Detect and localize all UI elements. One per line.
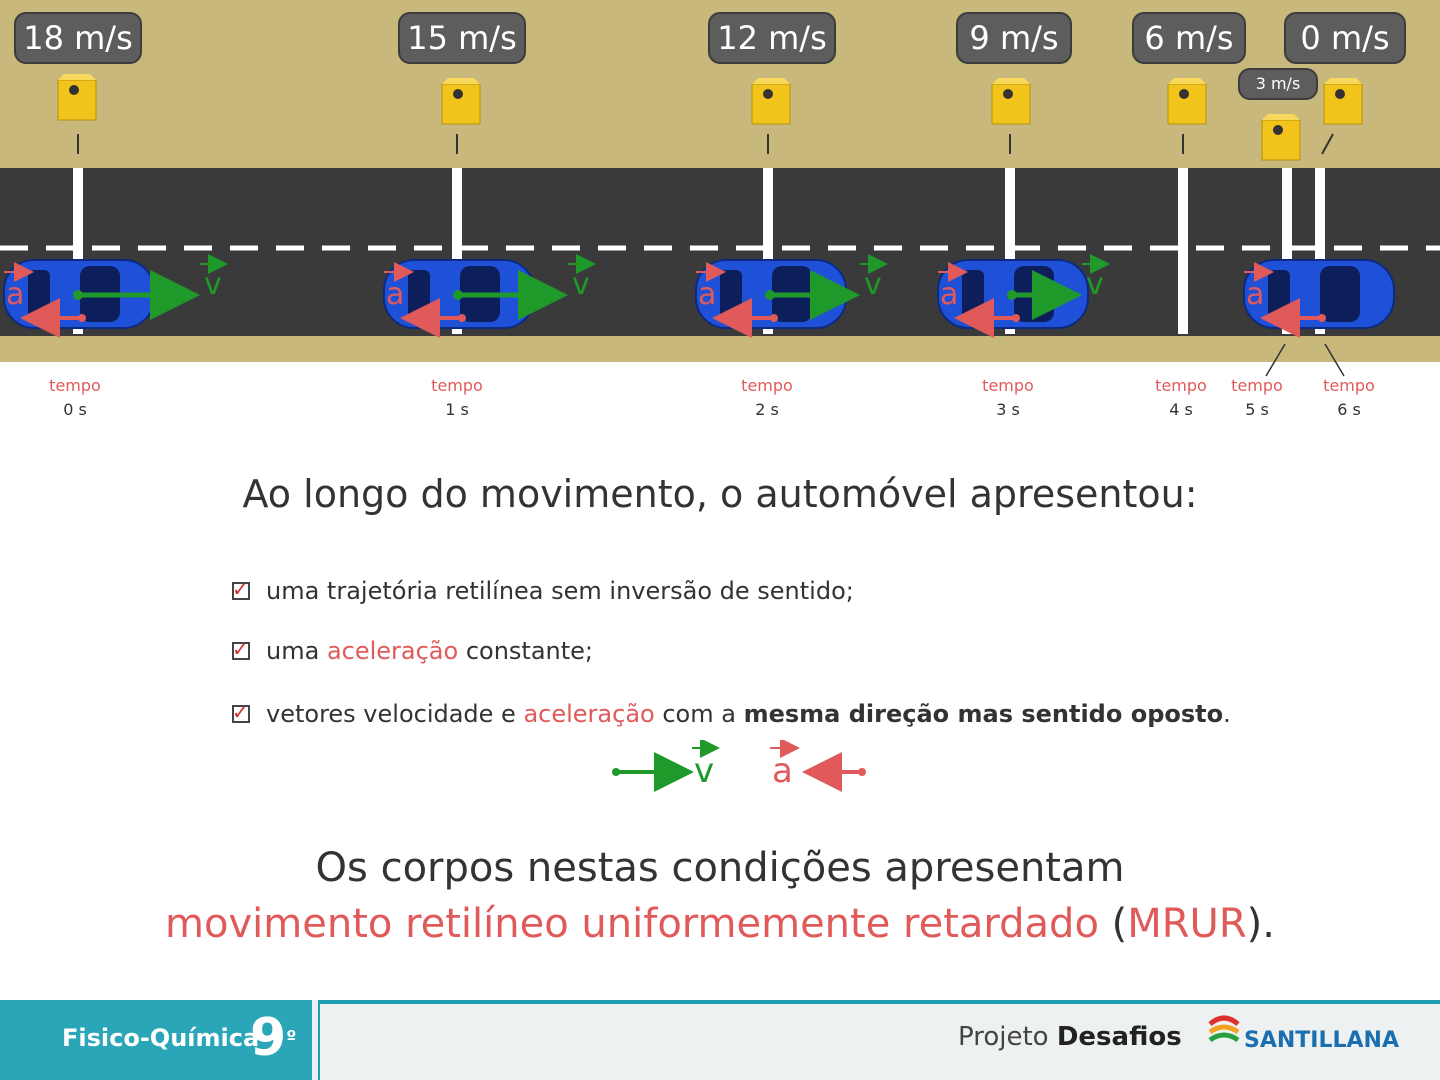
velocity-symbol: v [694, 751, 715, 791]
check-item-2: ✓ uma aceleração constante; [232, 637, 594, 665]
camera-lens [1335, 89, 1345, 99]
time-label-3: tempo 3 s [982, 376, 1034, 419]
camera-lens [1179, 89, 1189, 99]
car-rear-window [1268, 270, 1290, 318]
acceleration-label: a [940, 277, 959, 312]
time-label-2: tempo 2 s [741, 376, 793, 419]
santillana-logo: SANTILLANA [1244, 1028, 1399, 1053]
conclusion [0, 840, 1440, 952]
camera-lens [69, 85, 79, 95]
check-item-1: ✓ uma trajetória retilínea sem inversão de sentido; [232, 577, 854, 605]
acceleration-label: a [1246, 277, 1265, 312]
car-rear-window [962, 270, 984, 318]
camera-top [442, 78, 480, 84]
conclusion-line-2: movimento retilíneo uniformemente retardado (MRUR). [165, 901, 1275, 947]
time-label-5: tempo 5 s [1231, 376, 1283, 419]
velocity-label: v [204, 267, 222, 302]
time-label-1: tempo 1 s [431, 376, 483, 419]
ground-bottom [0, 336, 1440, 362]
camera-top [58, 74, 96, 80]
speed-label-4: 6 m/s [1132, 12, 1246, 64]
camera-top [752, 78, 790, 84]
speed-label-1: 15 m/s [398, 12, 526, 64]
checkbox-icon: ✓ [232, 637, 249, 661]
section-heading: Ao longo do movimento, o automóvel apresentou: [242, 472, 1198, 516]
camera-top [992, 78, 1030, 84]
footer-subject-panel [0, 1000, 318, 1080]
car-rear-window [720, 270, 742, 318]
acceleration-symbol: a [772, 751, 793, 791]
camera-top [1324, 78, 1362, 84]
time-label-0: tempo 0 s [49, 376, 101, 419]
velocity-label: v [1086, 267, 1104, 302]
checkbox-icon: ✓ [232, 577, 249, 601]
car-rear-window [28, 270, 50, 318]
subject-name: Fisico-Química [62, 1024, 260, 1052]
camera-lens [453, 89, 463, 99]
position-line-4 [1178, 168, 1188, 334]
grade-number: $9^º$ [250, 1008, 297, 1068]
acceleration-label: a [386, 277, 405, 312]
velocity-label: v [572, 267, 590, 302]
speed-label-0: 18 m/s [14, 12, 142, 64]
camera-lens [763, 89, 773, 99]
camera-lens [1273, 125, 1283, 135]
velocity-label: v [864, 267, 882, 302]
speed-label-5: 3 m/s [1238, 68, 1318, 100]
footer [0, 1000, 1440, 1080]
speed-label-6: 0 m/s [1284, 12, 1406, 64]
santillana-logo-icon [1206, 1014, 1242, 1050]
car-rear-window [408, 270, 430, 318]
acceleration-label: a [6, 277, 25, 312]
road-scene [0, 0, 1440, 440]
speed-label-3: 9 m/s [956, 12, 1072, 64]
camera-top [1262, 114, 1300, 120]
conclusion-line-1: Os corpos nestas condições apresentam [315, 845, 1125, 891]
project-logo: Projeto Desafios [958, 1022, 1182, 1052]
time-label-4: tempo 4 s [1155, 376, 1207, 419]
speed-label-2: 12 m/s [708, 12, 836, 64]
camera-lens [1003, 89, 1013, 99]
camera-top [1168, 78, 1206, 84]
checkbox-icon: ✓ [232, 700, 249, 724]
vector-legend [600, 740, 890, 800]
time-label-6: tempo 6 s [1323, 376, 1375, 419]
acceleration-label: a [698, 277, 717, 312]
car-windshield [1320, 266, 1360, 322]
check-item-3: ✓ vetores velocidade e aceleração com a mesma direção mas sentido oposto. [232, 700, 1231, 728]
